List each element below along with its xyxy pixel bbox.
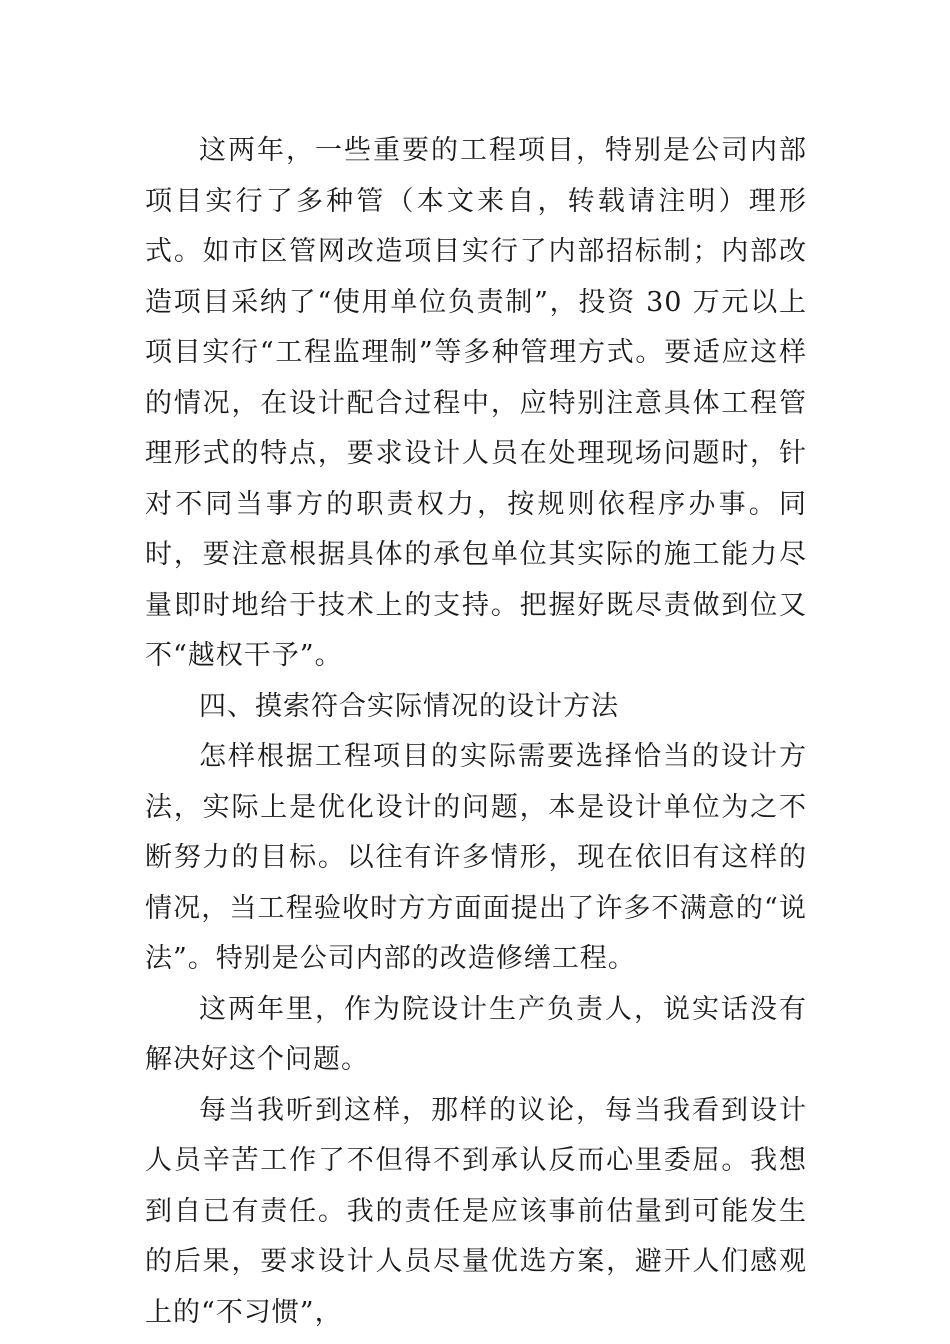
paragraph-responsibility: 这两年里，作为院设计生产负责人，说实话没有解决好这个问题。 — [145, 993, 807, 1075]
section-heading-4: 四、摸索符合实际情况的设计方法 — [199, 690, 619, 722]
document-page — [145, 126, 807, 1338]
paragraph-design-methods: 怎样根据工程项目的实际需要选择恰当的设计方法，实际上是优化设计的问题，本是设计单位为之不断努力的目标。以往有许多情形，现在依旧有这样的情况，当工程验收时方方面面提出了许多不满意的“说法”。特别是公司内部的改造修缮工程。 — [145, 741, 807, 974]
paragraph-reflection: 每当我听到这样，那样的议论，每当我看到设计人员辛苦工作了不但得不到承认反而心里委屈。我想到自已有责任。我的责任是应该事前估量到可能发生的后果，要求设计人员尽量优选方案，避开人们感观上的“不习惯”， — [145, 1094, 807, 1328]
paragraph-management-forms: 这两年，一些重要的工程项目，特别是公司内部项目实行了多种管（本文来自，转载请注明）理形式。如市区管网改造项目实行了内部招标制；内部改造项目采纳了“使用单位负责制”，投资 30 万元以上项目实行“工程监理制”等多种管理方式。要适应这样的情况，在设计配合过程中，应特别注意具体工程管理形式的特点，要求设计人员在处理现场问题时，针对不同当事方的职责权力，按规则依程序办事。同时，要注意根据具体的承包单位其实际的施工能力尽量即时地给于技术上的支持。把握好既尽责做到位又不“越权干予”。 — [145, 135, 807, 671]
